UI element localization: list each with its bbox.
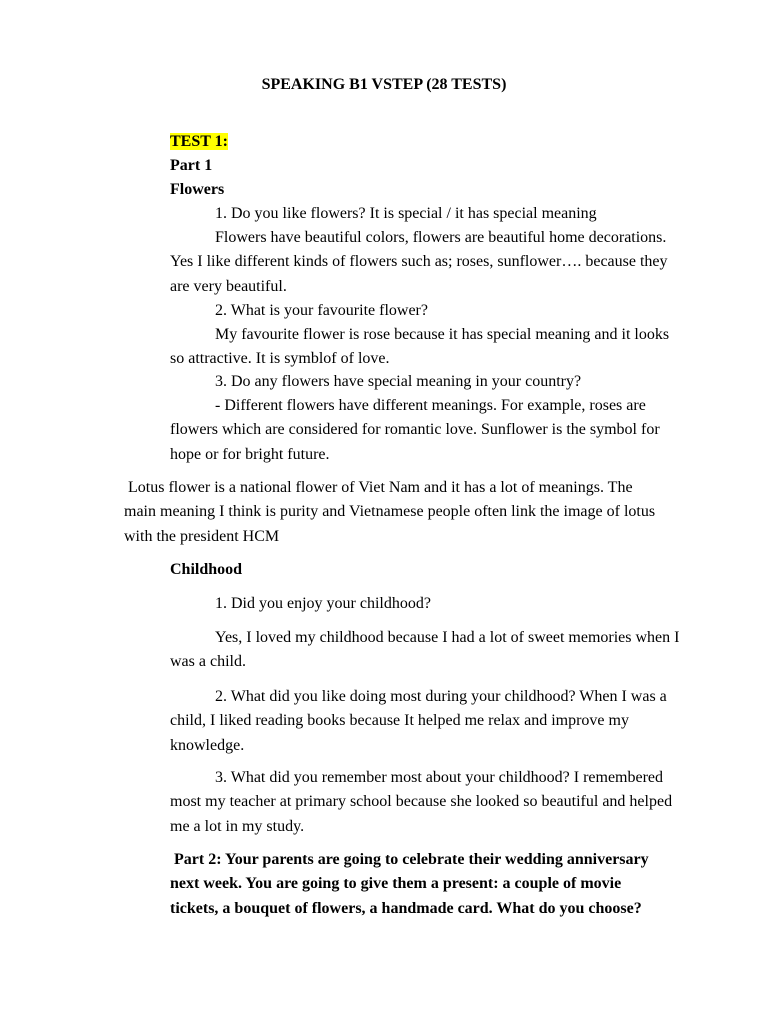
flowers-answer-3: - Different flowers have different meanings. For example, roses are flowers which are considered for romantic love. Sunflower is the symbol for hope or for bright future. [170,397,660,463]
test-heading-highlight: TEST 1: [170,133,228,150]
part1-heading: Part 1 [170,157,213,174]
topic-flowers-heading: Flowers [170,181,225,198]
test-heading [170,130,228,154]
flowers-question-3: 3. Do any flowers have special meaning in your country? [215,373,582,390]
childhood-answer-1: Yes, I loved my childhood because I had a lot of sweet memories when I was a child. [170,629,680,671]
childhood-question-1: 1. Did you enjoy your childhood? [215,595,431,612]
topic-childhood-heading: Childhood [170,561,243,578]
part2-prompt: Part 2: Your parents are going to celebrate their wedding anniversary next week. You are going to give them a present: a couple of movie tickets, a bouquet of flowers, a handmade card. What do you choose? [170,851,653,917]
flowers-question-2: 2. What is your favourite flower? [215,302,428,319]
flowers-question-1: 1. Do you like flowers? It is special / it has special meaning [215,205,597,222]
lotus-paragraph: Lotus flower is a national flower of Viet Nam and it has a lot of meanings. The main meaning I think is purity and Vietnamese people often link the image of lotus with the president HCM [124,479,660,545]
childhood-question-2: 2. What did you like doing most during your childhood? When I was a child, I liked reading books because It helped me relax and improve my knowledge. [170,688,667,754]
flowers-answer-1: Flowers have beautiful colors, flowers are beautiful home decorations. Yes I like different kinds of flowers such as; roses, sunflower…. because they are very beautiful. [170,229,668,295]
flowers-answer-2: My favourite flower is rose because it has special meaning and it looks so attractive. It is symblof of love. [170,326,670,368]
document-title: SPEAKING B1 VSTEP (28 TESTS) [261,76,507,93]
childhood-question-3: 3. What did you remember most about your childhood? I remembered most my teacher at primary school because she looked so beautiful and helped me a lot in my study. [170,769,673,835]
